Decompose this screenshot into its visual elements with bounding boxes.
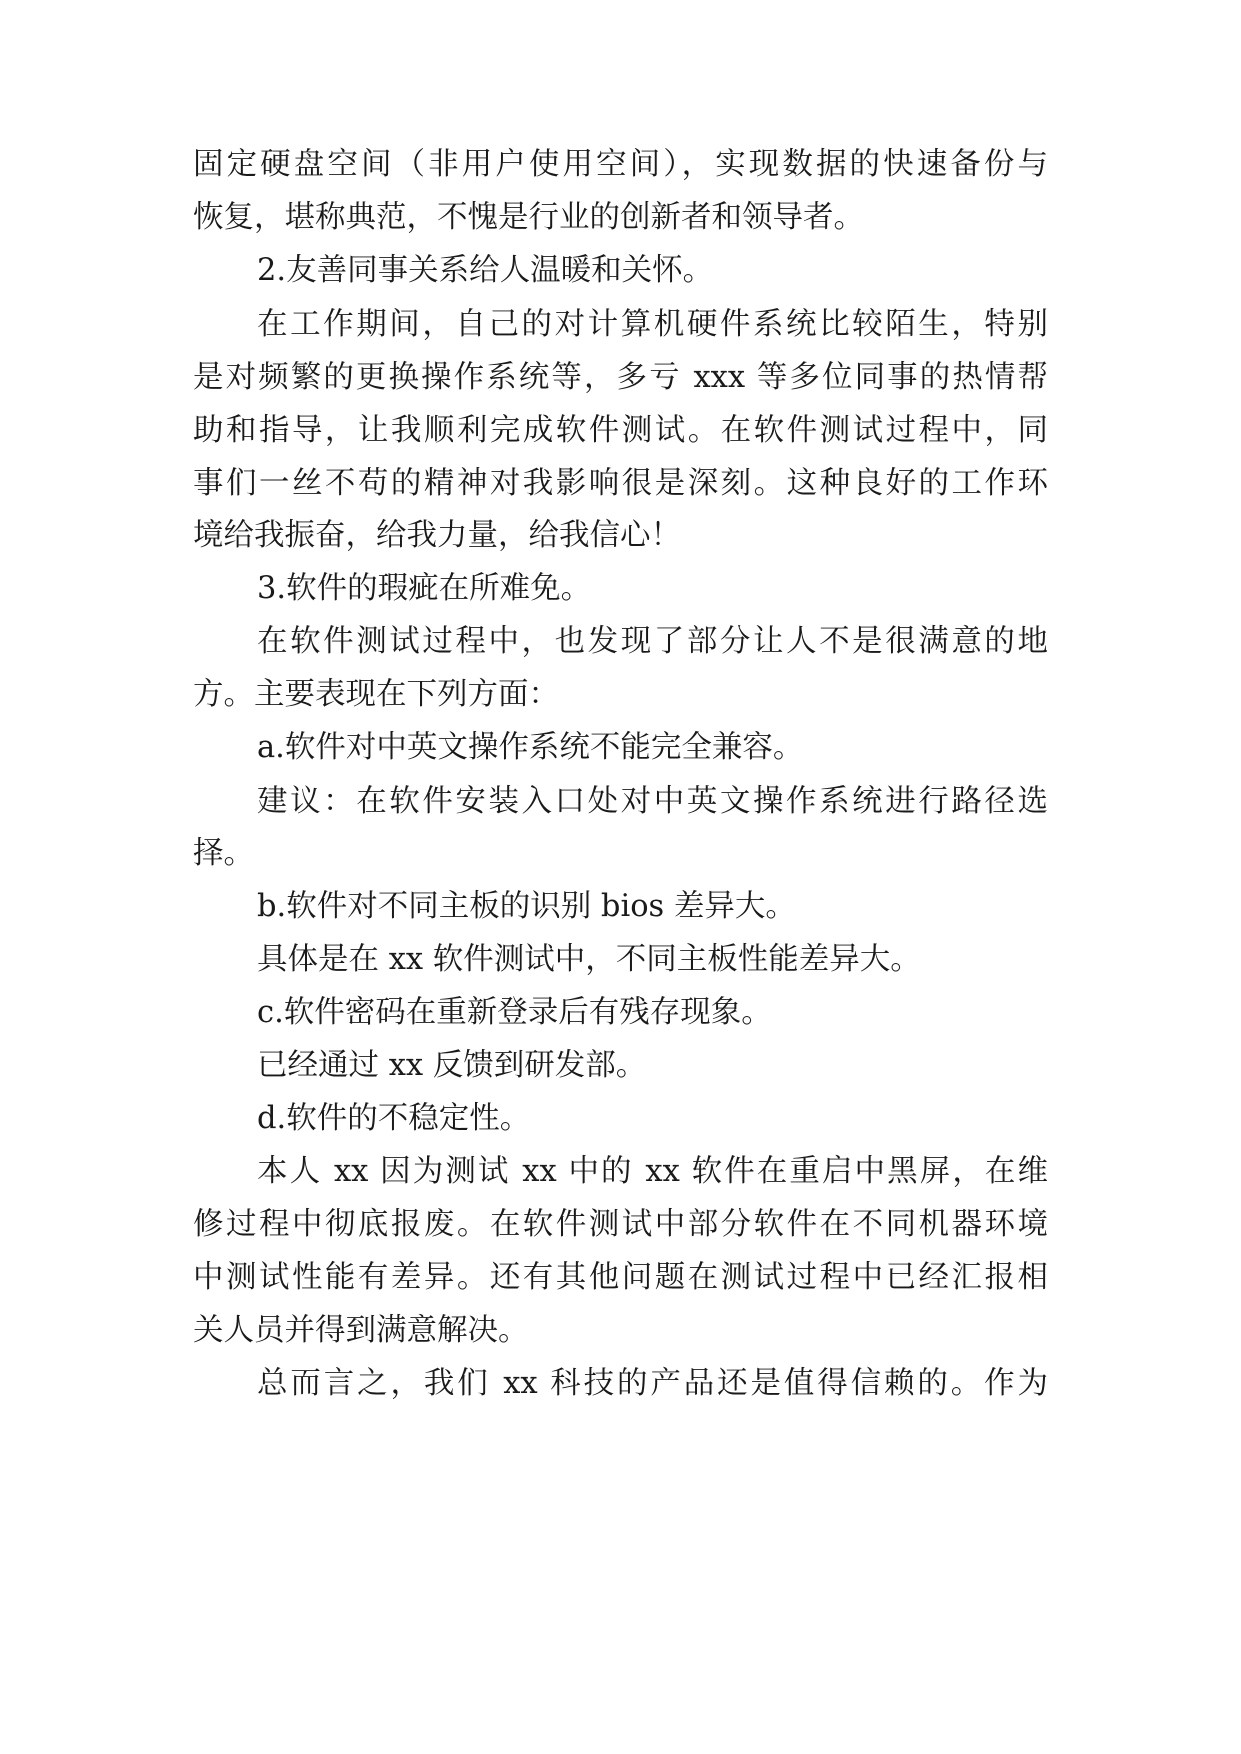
list-item: a.软件对中英文操作系统不能完全兼容。 [257,730,804,765]
body-text-line: 择。 [193,836,254,871]
body-text-line: 修过程中彻底报废。在软件测试中部分软件在不同机器环境 [193,1207,1048,1242]
section-heading: 3.软件的瑕疵在所难免。 [257,571,592,606]
list-item: b.软件对不同主板的识别 bios 差异大。 [257,889,796,924]
body-text-line: 已经通过 xx 反馈到研发部。 [257,1048,647,1083]
body-text-line: 在软件测试过程中，也发现了部分让人不是很满意的地 [257,624,1048,659]
body-text-line: 关人员并得到满意解决。 [193,1313,529,1348]
list-item: d.软件的不稳定性。 [257,1101,531,1136]
body-text-line: 是对频繁的更换操作系统等，多亏 xxx 等多位同事的热情帮 [193,360,1048,395]
body-text-line: 助和指导，让我顺利完成软件测试。在软件测试过程中，同 [193,413,1048,448]
list-item: c.软件密码在重新登录后有残存现象。 [257,995,772,1030]
body-text-line: 本人 xx 因为测试 xx 中的 xx 软件在重启中黑屏，在维 [257,1154,1048,1189]
body-text-line: 恢复，堪称典范，不愧是行业的创新者和领导者。 [193,200,864,235]
body-text-line: 总而言之，我们 xx 科技的产品还是值得信赖的。作为 [257,1366,1048,1401]
body-text-line: 中测试性能有差异。还有其他问题在测试过程中已经汇报相 [193,1260,1048,1295]
body-text-line: 事们一丝不苟的精神对我影响很是深刻。这种良好的工作环 [193,466,1048,501]
body-text-line: 固定硬盘空间（非用户使用空间），实现数据的快速备份与 [193,147,1048,182]
body-text-line: 境给我振奋，给我力量，给我信心！ [193,518,681,553]
section-heading: 2.友善同事关系给人温暖和关怀。 [257,253,714,288]
body-text-line: 在工作期间，自己的对计算机硬件系统比较陌生，特别 [257,307,1048,342]
body-text-line: 建议：在软件安装入口处对中英文操作系统进行路径选 [257,784,1048,819]
body-text-line: 具体是在 xx 软件测试中，不同主板性能差异大。 [257,942,921,977]
body-text-line: 方。主要表现在下列方面： [193,677,559,712]
